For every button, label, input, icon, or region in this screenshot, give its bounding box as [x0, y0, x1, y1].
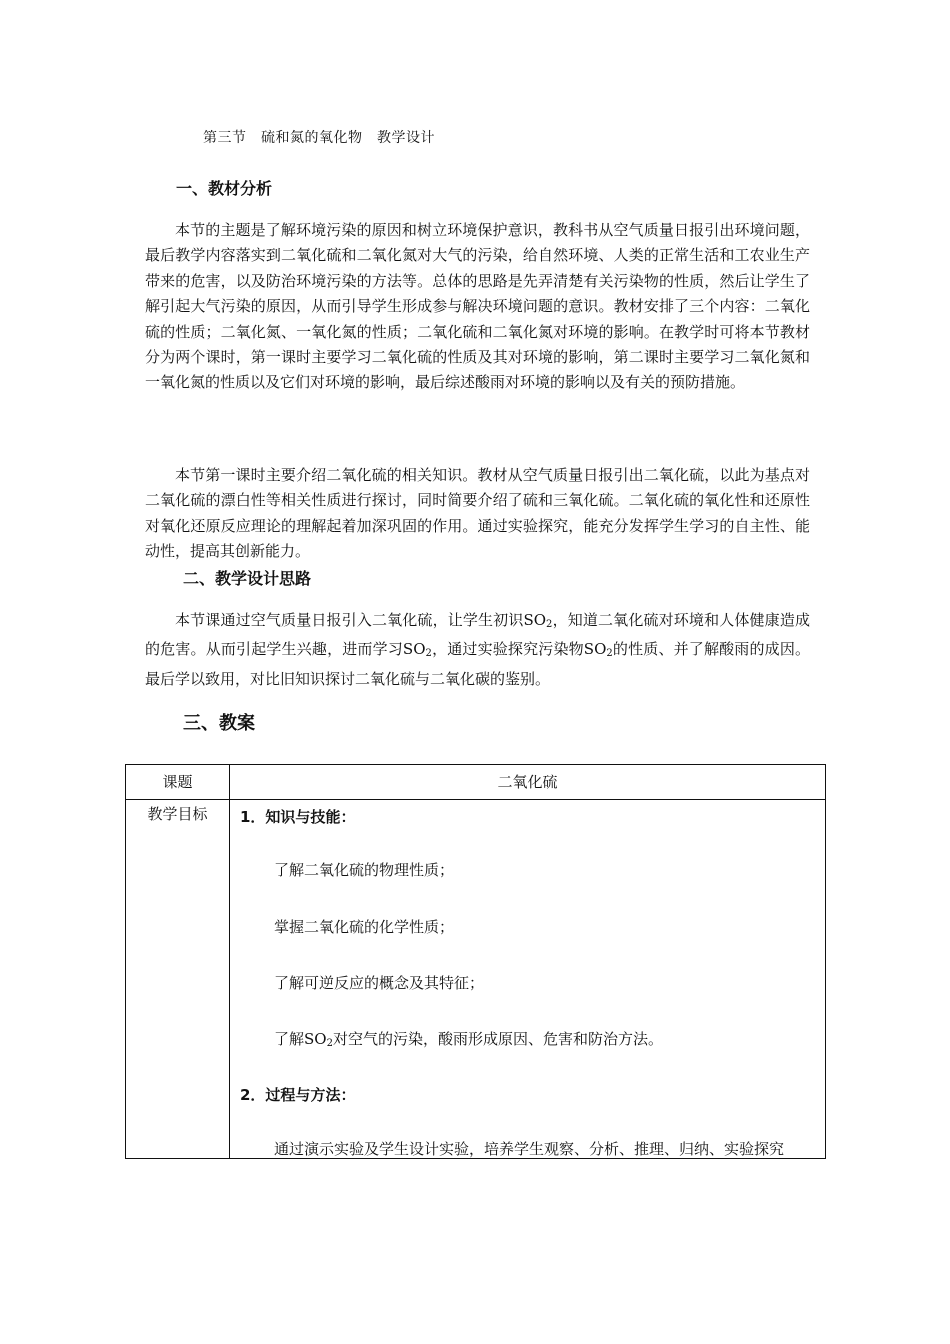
goal1-item-3: 了解可逆反应的概念及其特征； — [274, 974, 485, 992]
document-title: 第三节 硫和氮的氧化物 教学设计 — [203, 130, 435, 146]
goal2-item-1: 通过演示实验及学生设计实验，培养学生观察、分析、推理、归纳、实验探究 — [274, 1140, 785, 1158]
table-row — [126, 765, 826, 800]
goal2-heading: 2．过程与方法： — [240, 1086, 356, 1104]
design-text-a: 本节课通过空气质量日报引入二氧化硫，让学生初识SO — [175, 611, 547, 629]
goal1-item-4-sub: 2 — [326, 1038, 333, 1049]
goal-label-cell: 教学目标 — [126, 800, 230, 1159]
design-text-c: ，通过实验探究污染物SO — [431, 640, 607, 659]
section-heading-analysis: 一、教材分析 — [176, 179, 273, 198]
goal1-heading: 1．知识与技能： — [240, 808, 356, 826]
topic-value-cell: 二氧化硫 — [230, 765, 826, 800]
analysis-paragraph-1: 本节的主题是了解环境污染的原因和树立环境保护意识，教科书从空气质量日报引出环境问题，最后教学内容落实到二氧化硫和二氧化氮对大气的污染，给自然环境、人类的正常生活和工农业生产带来的危害，以及防治环境污染的方法等。总体的思路是先弄清楚有关污染物的性质，然后让学生了解引起大气污染的原因，从而引导学生形成参与解决环境问题的意识。教材安排了三个内容：二氧化硫的性质；二氧化氮、一氧化氮的性质；二氧化硫和二氧化氮对环境的影响。在教学时可将本节教材分为两个课时，第一课时主要学习二氧化硫的性质及其对环境的影响，第二课时主要学习二氧化氮和一氧化氮的性质以及它们对环境的影响，最后综述酸雨对环境的影响以及有关的预防措施。 — [145, 221, 810, 392]
section-heading-design: 二、教学设计思路 — [183, 569, 312, 588]
goal1-item-2: 掌握二氧化硫的化学性质； — [274, 918, 455, 936]
design-sub-3: 2 — [606, 648, 613, 660]
lesson-plan-table — [125, 764, 826, 1159]
design-text-d: 的性质、并了解酸雨的成因。最后学以致用，对比旧知识探讨二氧化硫与二氧化碳的鉴别。 — [145, 640, 810, 688]
table-row — [126, 800, 826, 1159]
section-heading-lesson-plan: 三、教案 — [183, 713, 255, 734]
goal1-item-1: 了解二氧化硫的物理性质； — [274, 861, 455, 879]
goal1-item-4-text-a: 了解SO — [274, 1030, 327, 1048]
design-text-b: ，知道二氧化硫对环境和人体健康造成的危害。从而引起学生兴趣，进而学习SO — [145, 611, 810, 659]
design-paragraph — [145, 608, 810, 692]
goal1-item-4 — [274, 1028, 663, 1049]
design-sub-1: 2 — [546, 619, 553, 630]
topic-label-cell: 课题 — [126, 765, 230, 800]
goal1-item-4-text-b: 对空气的污染，酸雨形成原因、危害和防治方法。 — [332, 1030, 663, 1048]
analysis-paragraph-2: 本节第一课时主要介绍二氧化硫的相关知识。教材从空气质量日报引出二氧化硫，以此为基点对二氧化硫的漂白性等相关性质进行探讨，同时简要介绍了硫和三氧化硫。二氧化硫的氧化性和还原性对氧化还原反应理论的理解起着加深巩固的作用。通过实验探究，能充分发挥学生学习的自主性、能动性，提高其创新能力。 — [145, 466, 810, 561]
goal-content-cell — [230, 800, 826, 1159]
design-sub-2: 2 — [425, 648, 432, 660]
